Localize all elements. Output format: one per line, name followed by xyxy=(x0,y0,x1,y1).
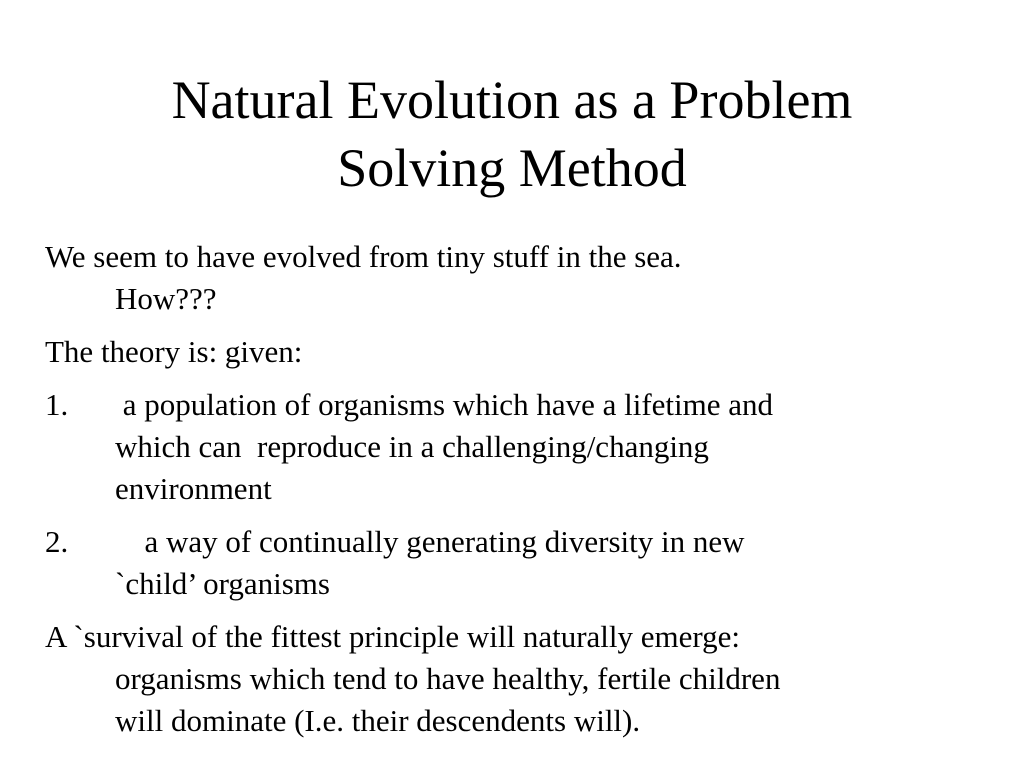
item-number: 2. xyxy=(45,524,69,559)
numbered-item-1 xyxy=(45,384,1005,510)
paragraph-line: A `survival of the fittest principle will naturally emerge: xyxy=(45,619,741,654)
item-line: which can reproduce in a challenging/changing xyxy=(115,429,709,464)
item-line: `child’ organisms xyxy=(115,566,330,601)
paragraph-theory xyxy=(45,331,1005,373)
numbered-item-2 xyxy=(45,521,1005,605)
paragraph-survival xyxy=(45,616,1005,742)
paragraph-evolved xyxy=(45,236,1005,320)
paragraph-line: organisms which tend to have healthy, fertile children xyxy=(115,661,781,696)
paragraph-line: The theory is: given: xyxy=(45,334,303,369)
slide-body xyxy=(45,236,1005,753)
slide-title-line-2: Solving Method xyxy=(337,138,687,198)
item-line: a population of organisms which have a lifetime and xyxy=(115,387,774,422)
item-line: a way of continually generating diversity in new xyxy=(129,524,745,559)
item-number: 1. xyxy=(45,387,69,422)
paragraph-line: How??? xyxy=(115,281,217,316)
slide-title xyxy=(60,66,964,202)
paragraph-line: will dominate (I.e. their descendents will). xyxy=(115,703,641,738)
slide-title-line-1: Natural Evolution as a Problem xyxy=(171,70,853,130)
item-line: environment xyxy=(115,471,272,506)
paragraph-line: We seem to have evolved from tiny stuff in the sea. xyxy=(45,239,682,274)
